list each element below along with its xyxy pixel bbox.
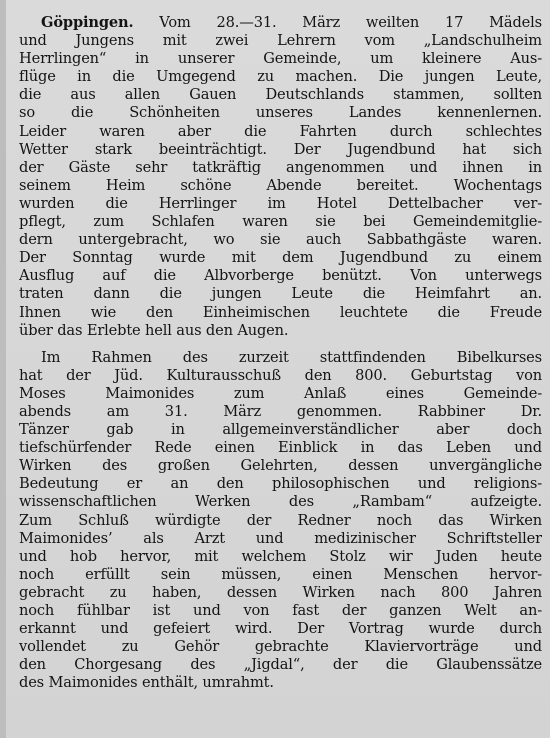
- article-line: Im Rahmen des zurzeit stattfindenden Bibelkurses: [41, 348, 542, 366]
- article-line: erkannt und gefeiert wird. Der Vortrag wurde durch: [19, 620, 542, 638]
- article-line: noch fühlbar ist und von fast der ganzen Welt an-: [19, 602, 542, 619]
- article-line: traten dann die jungen Leute die Heimfahrt an.: [19, 285, 542, 303]
- article-line: Maimonides’ als Arzt und medizinischer Schriftsteller: [19, 529, 542, 547]
- article-line: tiefschürfender Rede einen Einblick in das Leben und: [19, 439, 542, 457]
- article-line: noch erfüllt sein müssen, einen Menschen hervor-: [19, 565, 542, 583]
- article-maimonides: [19, 349, 542, 693]
- article-line: Bedeutung er an den philosophischen und religions-: [19, 475, 542, 493]
- article-line: Wirken des großen Gelehrten, dessen unvergängliche: [19, 457, 542, 475]
- article-line: Herrlingen“ in unserer Gemeinde, um kleinere Aus-: [19, 50, 542, 68]
- article-line: des Maimonides enthält, umrahmt.: [19, 674, 274, 692]
- article-line: wurden die Herrlinger im Hotel Dettelbacher ver-: [19, 194, 542, 212]
- article-line: abends am 31. März genommen. Rabbiner Dr.: [19, 402, 542, 420]
- article-line: vollendet zu Gehör gebrachte Klaviervorträge und: [19, 638, 542, 656]
- article-line: den Chorgesang des „Jigdal“, der die Glaubenssätze: [19, 656, 542, 674]
- article-line: hat der Jüd. Kulturausschuß den 800. Geburtstag von: [19, 366, 542, 384]
- article-line: Der Sonntag wurde mit dem Jugendbund zu einem: [19, 249, 542, 267]
- article-line: Leider waren aber die Fahrten durch schlechtes: [19, 122, 542, 140]
- article-goeppingen: [19, 14, 542, 340]
- article-line: flüge in die Umgegend zu machen. Die jungen Leute,: [19, 68, 542, 86]
- article-line: pflegt, zum Schlafen waren sie bei Gemeindemitglie-: [19, 213, 542, 231]
- article-heading: Göppingen.: [41, 14, 134, 31]
- article-line: Wetter stark beeinträchtigt. Der Jugendbund hat sich: [19, 140, 542, 158]
- article-line: Ausflug auf die Albvorberge benützt. Von unterwegs: [19, 267, 542, 285]
- article-line: und hob hervor, mit welchem Stolz wir Juden heute: [19, 547, 542, 565]
- article-line: der Gäste sehr tatkräftig angenommen und ihnen in: [19, 158, 542, 176]
- article-line: über das Erlebte hell aus den Augen.: [19, 321, 289, 339]
- article-line: Moses Maimonides zum Anlaß eines Gemeinde-: [19, 384, 542, 402]
- article-line: Zum Schluß würdigte der Redner noch das Wirken: [19, 511, 542, 529]
- article-line: gebracht zu haben, dessen Wirken nach 800 Jahren: [19, 583, 542, 601]
- article-line: dern untergebracht, wo sie auch Sabbathgäste waren.: [19, 231, 542, 249]
- article-line: wissenschaftlichen Werken des „Rambam“ aufzeigte.: [19, 493, 542, 511]
- article-line: Tänzer gab in allgemeinverständlicher aber doch: [19, 421, 542, 439]
- article-line: seinem Heim schöne Abende bereitet. Wochentags: [19, 176, 542, 194]
- page-edge-shadow: [0, 0, 6, 738]
- article-line: so die Schönheiten unseres Landes kennenlernen.: [19, 104, 542, 122]
- article-line: Ihnen wie den Einheimischen leuchtete die Freude: [19, 303, 542, 321]
- article-line: und Jungens mit zwei Lehrern vom „Landschulheim: [19, 32, 542, 50]
- article-line: die aus allen Gauen Deutschlands stammen, sollten: [19, 86, 542, 104]
- article-line: Göppingen. Vom 28.—31. März weilten 17 Mädels: [41, 14, 542, 31]
- paragraph-gap: [19, 340, 542, 349]
